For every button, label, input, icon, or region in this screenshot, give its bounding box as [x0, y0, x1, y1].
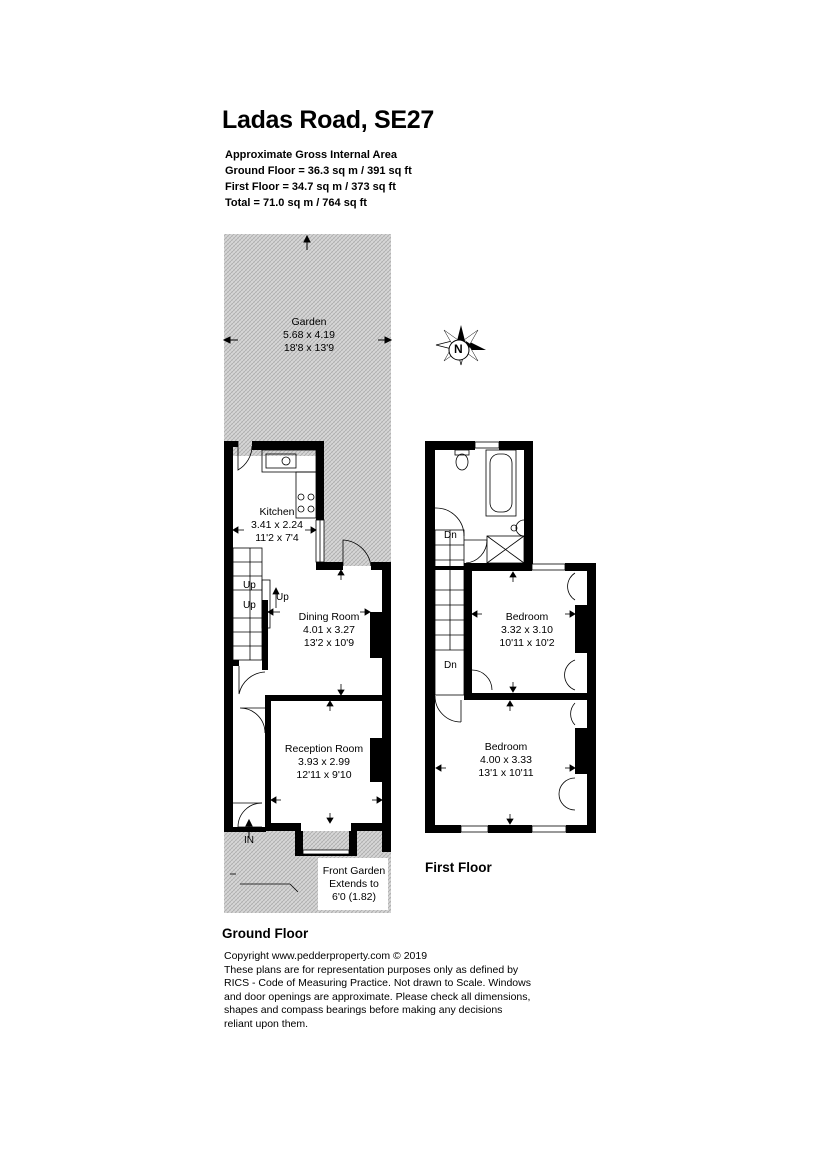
- area-first-floor: First Floor = 34.7 sq m / 373 sq ft: [225, 181, 396, 193]
- bedroom-front-metric: 4.00 x 3.33: [480, 754, 532, 766]
- dining-room-label: [299, 611, 360, 650]
- bedroom-front-name: Bedroom: [484, 741, 528, 753]
- front-garden-label: [323, 865, 385, 904]
- garden-metric: 5.68 x 4.19: [283, 329, 335, 341]
- plan-title: Ladas Road, SE27: [222, 106, 434, 134]
- first-floor-label: First Floor: [425, 860, 492, 875]
- compass-north-label: N: [454, 342, 463, 356]
- bedroom-rear-imperial: 10'11 x 10'2: [499, 637, 555, 649]
- bedroom-front-imperial: 13'1 x 10'11: [478, 767, 534, 779]
- garden-side-return: [316, 456, 391, 566]
- stair-up-label-3: Up: [276, 592, 289, 603]
- disclaimer-line-1: These plans are for representation purposes only as defined by: [224, 963, 519, 976]
- copyright-line: Copyright www.pedderproperty.com © 2019: [224, 950, 428, 962]
- bedroom-rear-name: Bedroom: [505, 611, 549, 623]
- garden-name: Garden: [291, 316, 327, 328]
- front-garden-name: Front Garden: [322, 865, 386, 877]
- ground-floor-label: Ground Floor: [222, 926, 309, 941]
- ground-floor-stairs: [233, 548, 279, 660]
- bathroom-fittings: [455, 450, 524, 563]
- reception-room-label: [285, 743, 363, 782]
- garden-imperial: 18'8 x 13'9: [283, 342, 335, 354]
- dining-room-name: Dining Room: [298, 611, 360, 623]
- bedroom-front-label: [478, 741, 533, 780]
- reception-room-imperial: 12'11 x 9'10: [296, 769, 352, 781]
- area-heading: Approximate Gross Internal Area: [225, 149, 397, 161]
- front-garden-size: 6'0 (1.82): [331, 891, 377, 903]
- dining-room-imperial: 13'2 x 10'9: [303, 637, 355, 649]
- disclaimer-line-4: shapes and compass bearings before making any decisions: [224, 1004, 503, 1016]
- area-total: Total = 71.0 sq m / 764 sq ft: [225, 197, 367, 209]
- stair-down-label-2: Dn: [444, 660, 457, 671]
- reception-room-metric: 3.93 x 2.99: [298, 756, 350, 768]
- disclaimer-line-3: and door openings are approximate. Please check all dimensions,: [224, 990, 531, 1003]
- kitchen-metric: 3.41 x 2.24: [251, 519, 303, 531]
- copyright-disclaimer: [224, 950, 554, 1031]
- reception-room-name: Reception Room: [284, 743, 364, 755]
- stair-down-label-1: Dn: [444, 530, 457, 541]
- bedroom-rear-metric: 3.32 x 3.10: [501, 624, 553, 636]
- kitchen-name: Kitchen: [259, 506, 295, 518]
- kitchen-label: [251, 506, 303, 545]
- first-floor-wardrobes: [559, 573, 575, 810]
- disclaimer-line-2: RICS - Code of Measuring Practice. Not drawn to Scale. Windows: [224, 977, 531, 989]
- stair-up-label-1: Up: [243, 580, 256, 591]
- bedroom-rear-label: [499, 611, 554, 650]
- stair-up-label-2: Up: [243, 600, 256, 611]
- disclaimer-line-5: reliant upon them.: [224, 1017, 309, 1030]
- entrance-label: IN: [244, 835, 254, 846]
- kitchen-imperial: 11'2 x 7'4: [255, 532, 299, 544]
- dining-room-metric: 4.01 x 3.27: [303, 624, 355, 636]
- bay-window: [303, 850, 349, 854]
- garden-label: [283, 316, 335, 355]
- front-garden-extends: Extends to: [329, 878, 379, 890]
- area-ground-floor: Ground Floor = 36.3 sq m / 391 sq ft: [225, 165, 412, 177]
